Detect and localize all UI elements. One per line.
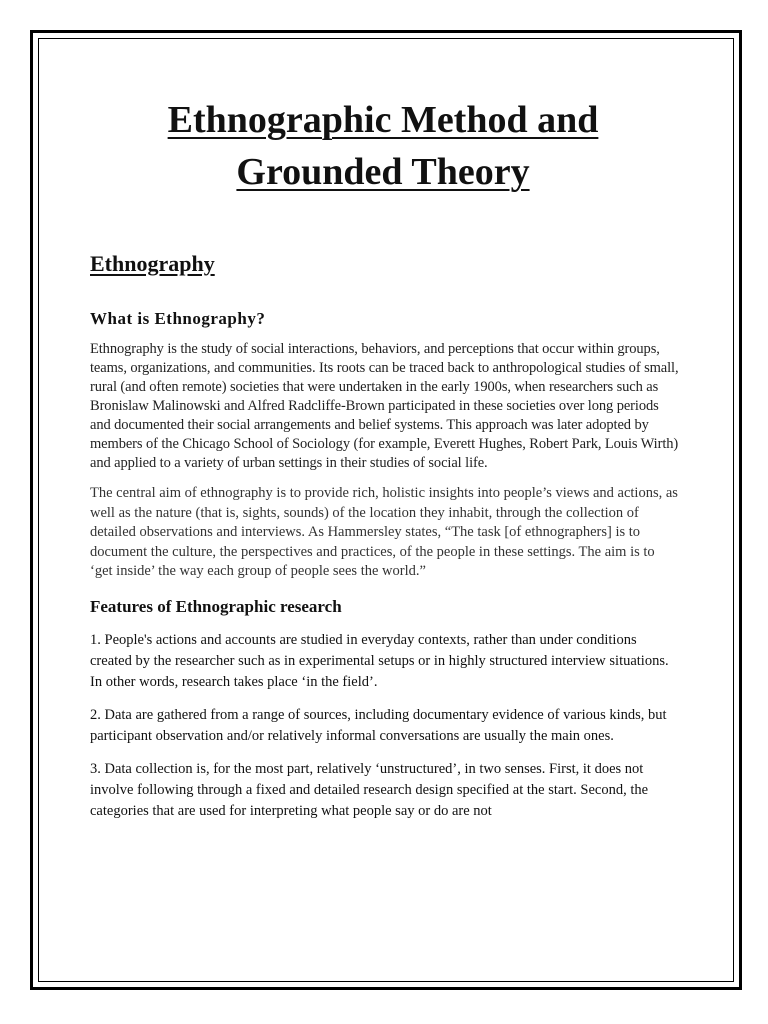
document-body: [90, 90, 680, 822]
feature-item-2: 2. Data are gathered from a range of sources, including documentary evidence of various kinds, but participant observation and/or relatively informal conversations are usually the main ones.: [90, 706, 667, 744]
document-title: [88, 90, 678, 198]
title-line-1: Ethnographic Method and: [167, 99, 599, 141]
subheading-what-is-ethnography: What is Ethnography?: [90, 309, 266, 328]
feature-item-3: 3. Data collection is, for the most part, relatively ‘unstructured’, in two senses. First, it does not involve following through a fixed and detailed research design specified at the start. Second, the categories that are used for interpreting what people say or do are not: [90, 760, 649, 819]
subheading-features: Features of Ethnographic research: [90, 596, 342, 616]
section-heading-ethnography: Ethnography: [90, 251, 215, 276]
title-line-2: Grounded Theory: [236, 151, 530, 193]
paragraph-central-aim: The central aim of ethnography is to provide rich, holistic insights into people’s views and actions, as well as the nature (that is, sights, sounds) of the location they inhabit, through the collection of detailed observations and interviews. As Hammersley states, “The task [of ethnographers] is to document the culture, the perspectives and practices, of the people in these settings. The aim is to ‘get inside’ the way each group of people sees the world.”: [90, 485, 678, 579]
paragraph-definition: Ethnography is the study of social interactions, behaviors, and perceptions that occur within groups, teams, organizations, and communities. Its roots can be traced back to anthropological studies of small, rural (and often remote) societies that were undertaken in the early 1900s, when researchers such as Bronislaw Malinowski and Alfred Radcliffe-Brown participated in these societies over long periods and documented their social arrangements and belief systems. This approach was later adopted by members of the Chicago School of Sociology (for example, Everett Hughes, Robert Park, Louis Wirth) and applied to a variety of urban settings in their studies of social life.: [90, 341, 679, 471]
feature-item-1: 1. People's actions and accounts are studied in everyday contexts, rather than under conditions created by the researcher such as in experimental setups or in highly structured interview situations. In other words, research takes place ‘in the field’.: [90, 631, 669, 690]
